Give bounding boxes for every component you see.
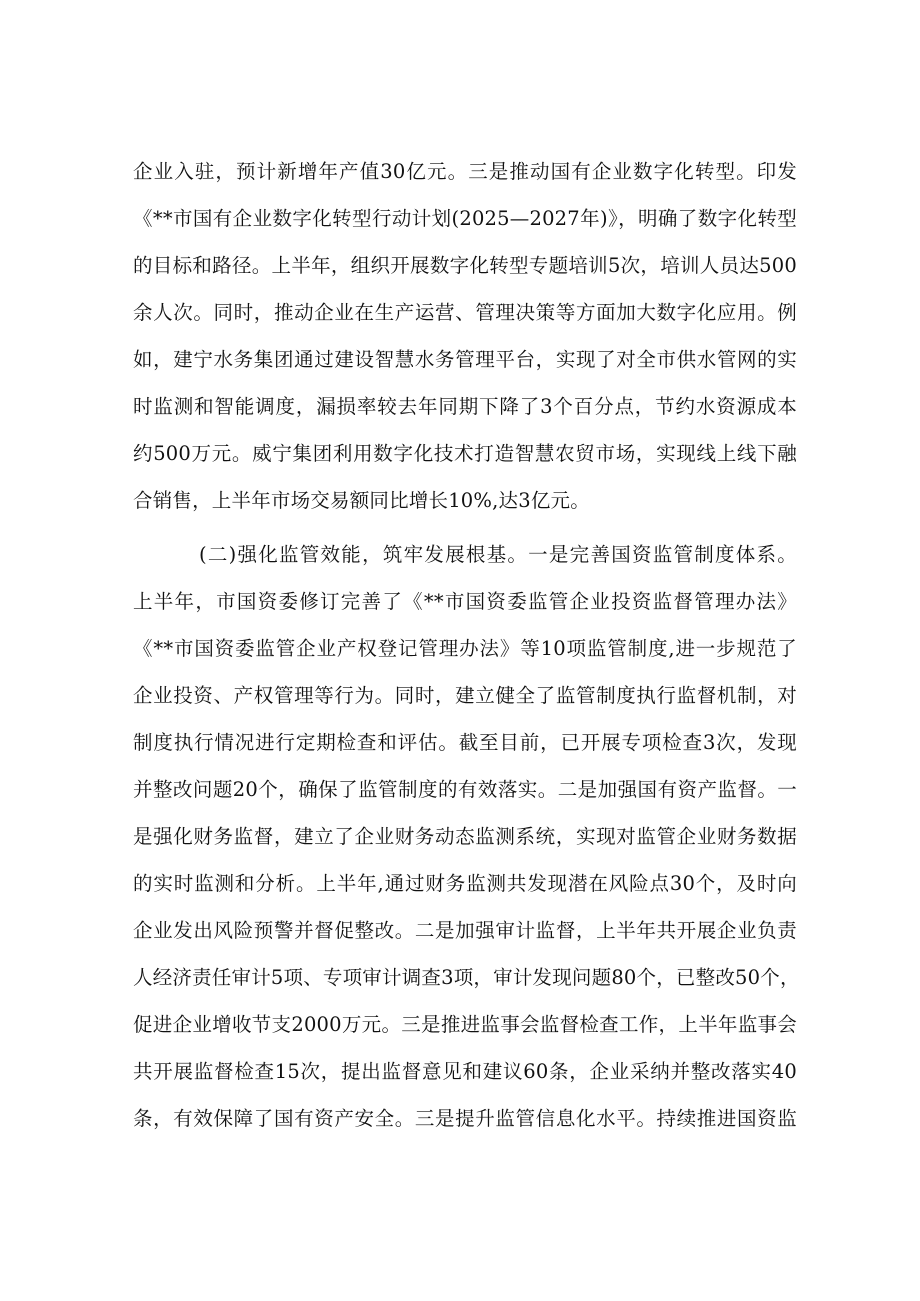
paragraph-line: (二)强化监管效能，筑牢发展根基。一是完善国资监管制度体系。 [199, 543, 797, 566]
paragraph-line: 的目标和路径。上半年，组织开展数字化转型专题培训5次，培训人员达500 [133, 254, 797, 277]
paragraph-line: 如，建宁水务集团通过建设智慧水务管理平台，实现了对全市供水管网的实 [133, 348, 797, 371]
paragraph-line: 企业入驻，预计新增年产值30亿元。三是推动国有企业数字化转型。印发 [133, 160, 797, 183]
paragraph-line: 并整改问题20个，确保了监管制度的有效落实。二是加强国有资产监督。一 [133, 778, 797, 801]
paragraph-line: 的实时监测和分析。上半年,通过财务监测共发现潜在风险点30个，及时向 [133, 872, 797, 895]
paragraph-line: 余人次。同时，推动企业在生产运营、管理决策等方面加大数字化应用。例 [133, 301, 797, 324]
paragraph-line: 是强化财务监督，建立了企业财务动态监测系统，实现对监管企业财务数据 [133, 825, 797, 848]
paragraph-line: 约500万元。威宁集团利用数字化技术打造智慧农贸市场，实现线上线下融 [133, 442, 797, 465]
paragraph-line: 《**市国有企业数字化转型行动计划(2025—2027年)》，明确了数字化转型 [133, 207, 797, 230]
paragraph-line: 《**市国资委监管企业产权登记管理办法》等10项监管制度,进一步规范了 [133, 637, 797, 660]
paragraph-line: 共开展监督检查15次，提出监督意见和建议60条，企业采纳并整改落实40 [133, 1060, 797, 1083]
paragraph-line: 条，有效保障了国有资产安全。三是提升监管信息化水平。持续推进国资监 [133, 1107, 797, 1130]
paragraph-line: 合销售，上半年市场交易额同比增长10%,达3亿元。 [133, 489, 590, 512]
paragraph-line: 制度执行情况进行定期检查和评估。截至目前，已开展专项检查3次，发现 [133, 731, 797, 754]
paragraph-line: 企业发出风险预警并督促整改。二是加强审计监督，上半年共开展企业负责 [133, 919, 797, 942]
paragraph-line: 促进企业增收节支2000万元。三是推进监事会监督检查工作，上半年监事会 [133, 1013, 797, 1036]
paragraph-line: 企业投资、产权管理等行为。同时，建立健全了监管制度执行监督机制，对 [133, 684, 797, 707]
paragraph-line: 时监测和智能调度，漏损率较去年同期下降了3个百分点，节约水资源成本 [133, 395, 797, 418]
paragraph-line: 人经济责任审计5项、专项审计调查3项，审计发现问题80个，已整改50个， [133, 966, 800, 989]
paragraph-line: 上半年，市国资委修订完善了《**市国资委监管企业投资监督管理办法》 [133, 590, 797, 613]
